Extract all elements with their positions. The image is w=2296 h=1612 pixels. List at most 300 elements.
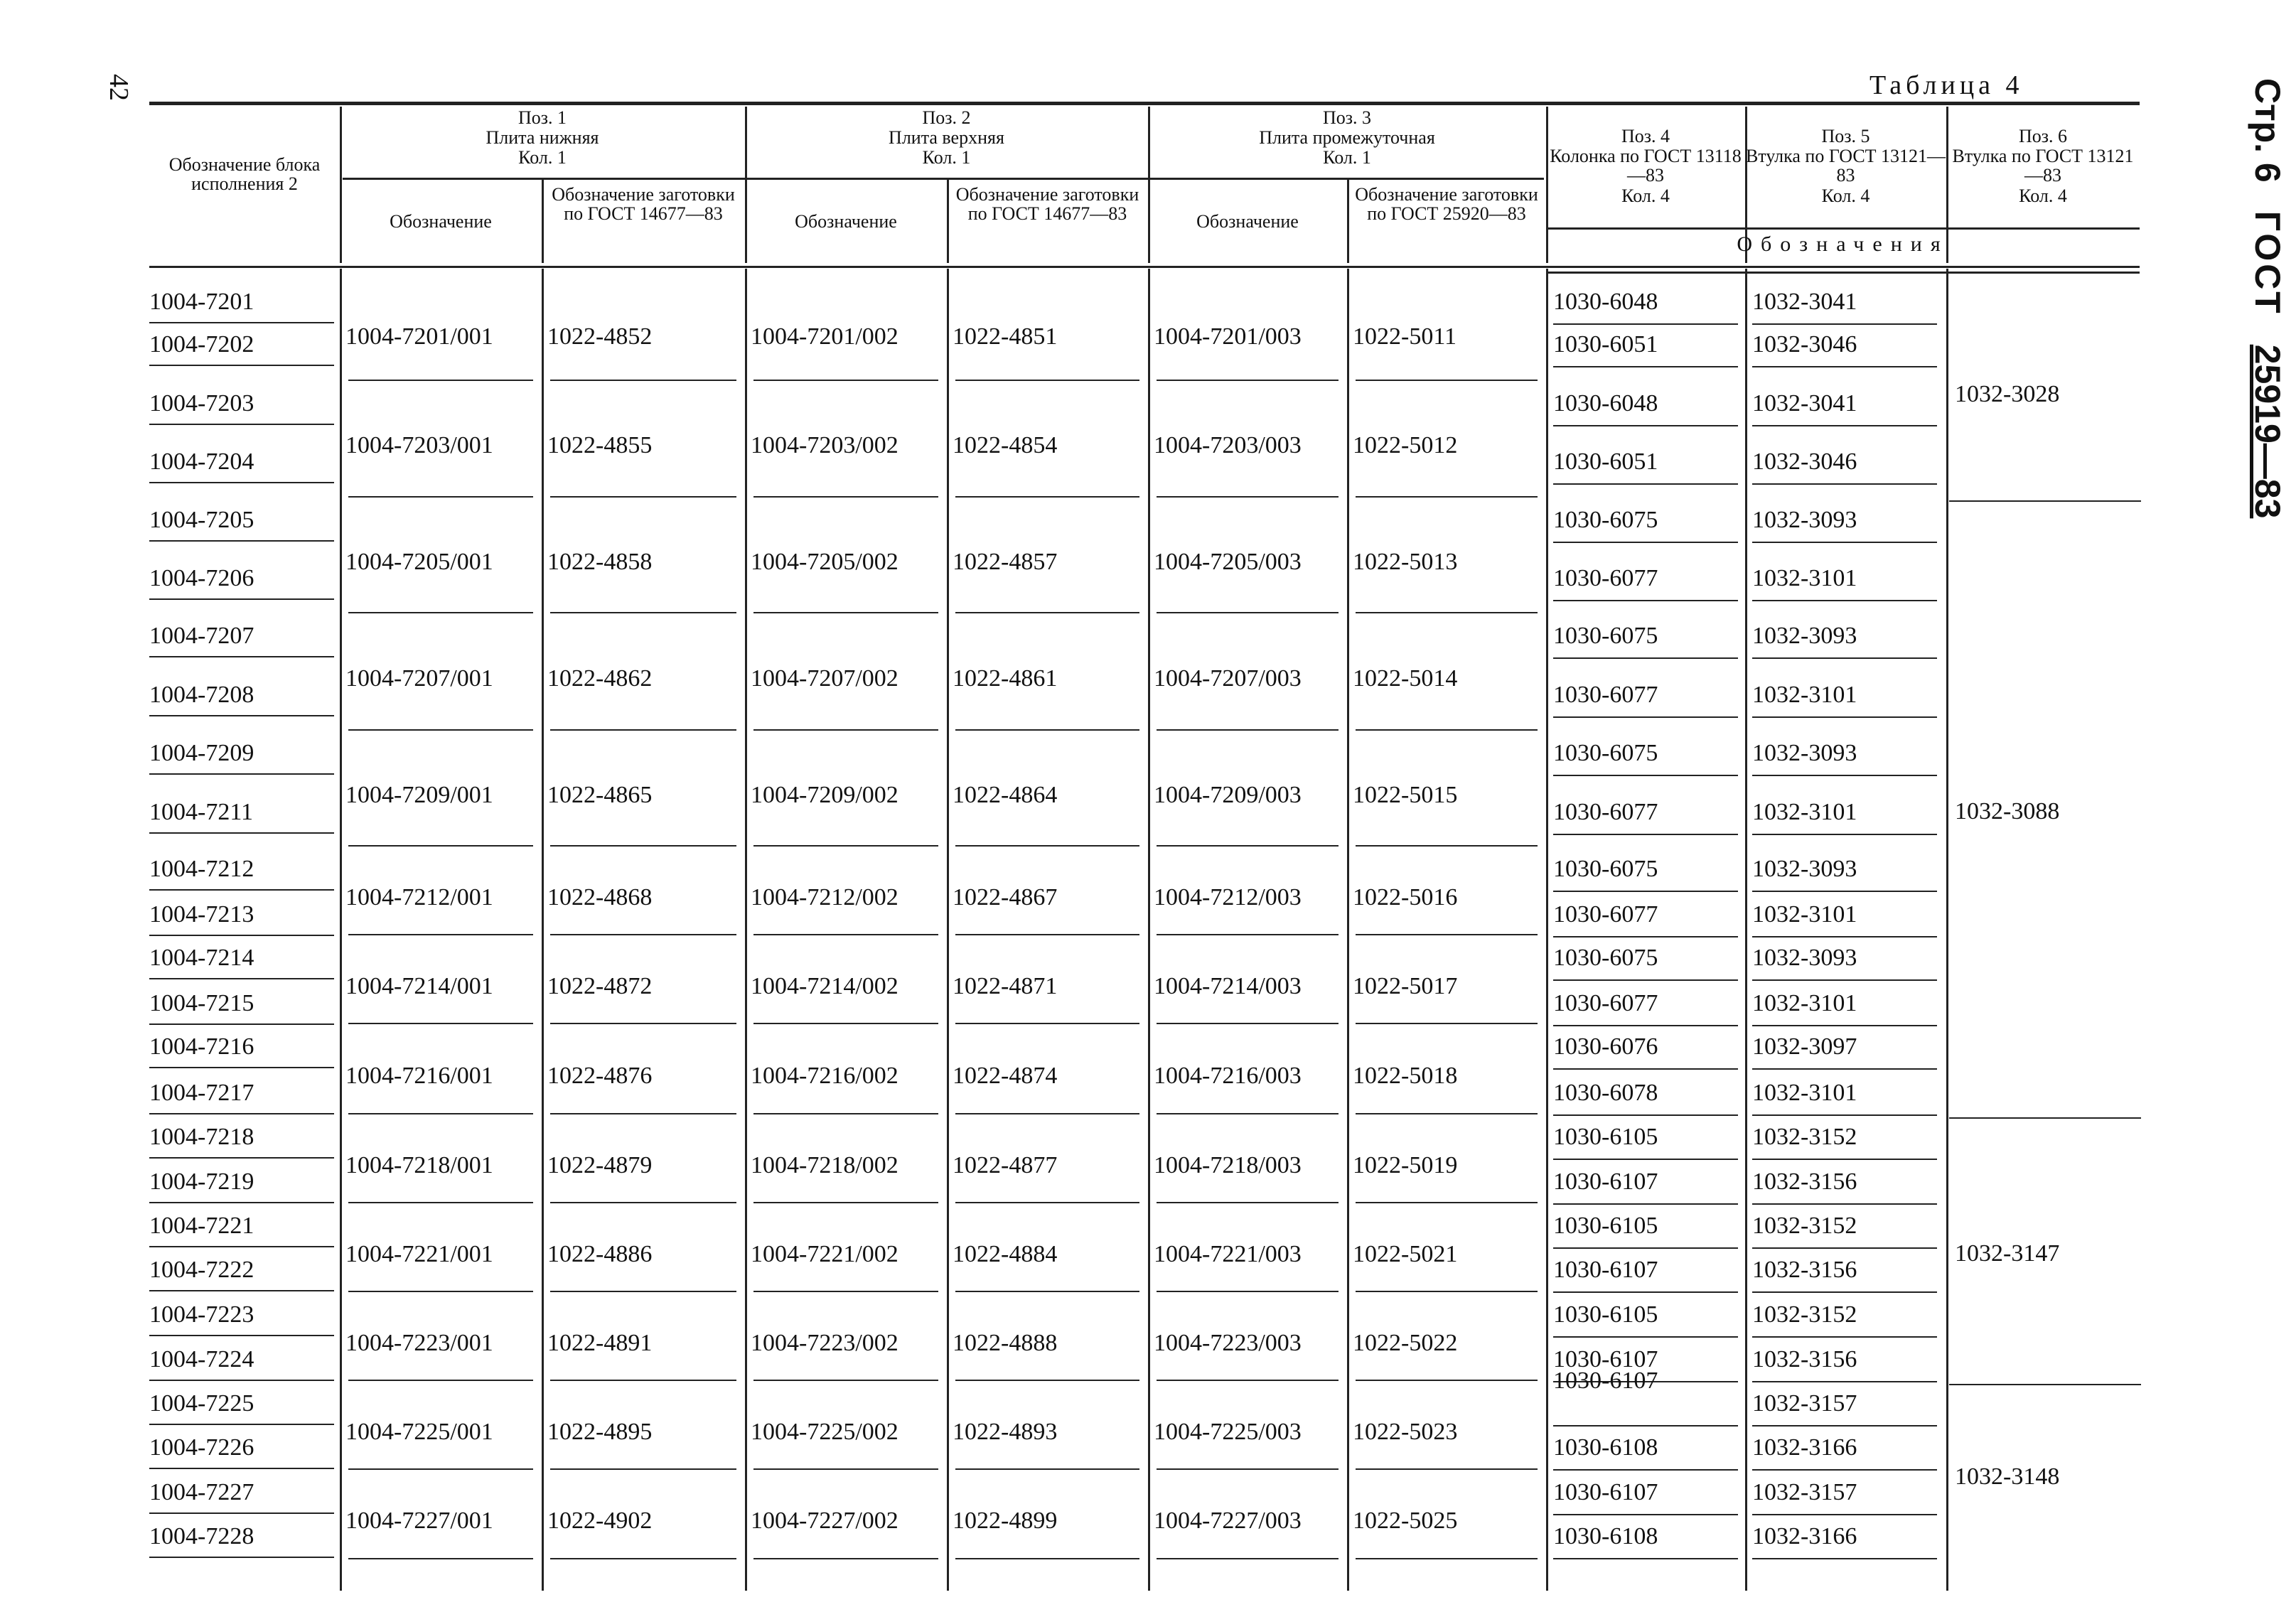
group-rule xyxy=(348,1468,533,1470)
pos-cell-p1b: 1022-4886 xyxy=(547,1240,653,1267)
group-rule xyxy=(1356,934,1538,935)
pos5-code: 1032-3101 xyxy=(1752,1080,1857,1106)
pos-cell-p1: 1004-7214/001 xyxy=(345,972,493,999)
block-rule xyxy=(149,1424,334,1425)
pos5-code: 1032-3041 xyxy=(1752,289,1857,315)
pos-cell-p1: 1004-7223/001 xyxy=(345,1329,493,1356)
block-code: 1004-7211 xyxy=(149,799,254,825)
pos-cell-p3b: 1022-5011 xyxy=(1353,323,1457,350)
block-rule xyxy=(149,1468,334,1469)
group-rule xyxy=(550,729,736,731)
pos-cell-p2b: 1022-4854 xyxy=(953,432,1058,458)
group-rule xyxy=(753,1558,938,1559)
pos5-rule xyxy=(1752,1291,1937,1293)
block-code: 1004-7225 xyxy=(149,1390,254,1417)
pos6-rule xyxy=(1949,1384,2141,1385)
pos-cell-p2: 1004-7223/002 xyxy=(751,1329,898,1356)
pos4-rule xyxy=(1553,891,1738,892)
block-rule xyxy=(149,1113,334,1114)
group-rule xyxy=(550,1113,736,1114)
pos5-code: 1032-3166 xyxy=(1752,1434,1857,1461)
pos4-code: 1030-6075 xyxy=(1553,945,1658,971)
group-rule xyxy=(1356,1291,1538,1292)
pos4-rule xyxy=(1553,1425,1738,1426)
block-rule xyxy=(149,1557,334,1558)
pos4-code: 1030-6077 xyxy=(1553,682,1658,708)
pos4-code: 1030-6075 xyxy=(1553,507,1658,533)
header-pos6-name: Втулка по ГОСТ 13121—83 xyxy=(1952,146,2134,186)
group-rule xyxy=(550,845,736,847)
pos5-rule xyxy=(1752,1159,1937,1160)
pos-cell-p3: 1004-7216/003 xyxy=(1154,1062,1302,1089)
group-rule xyxy=(1157,380,1339,381)
pos5-code: 1032-3157 xyxy=(1752,1479,1857,1505)
pos4-code: 1030-6105 xyxy=(1553,1213,1658,1239)
pos4-code: 1030-6105 xyxy=(1553,1301,1658,1328)
pos5-code: 1032-3156 xyxy=(1752,1168,1857,1195)
body-vline xyxy=(1546,269,1548,1591)
pos4-rule xyxy=(1553,542,1738,543)
group-rule xyxy=(550,934,736,935)
header-bottom-rule xyxy=(149,266,2140,268)
pos5-code: 1032-3093 xyxy=(1752,945,1857,971)
pos-cell-p2: 1004-7209/002 xyxy=(751,781,898,808)
pos5-rule xyxy=(1752,542,1937,543)
group-rule xyxy=(1356,1113,1538,1114)
pos5-rule xyxy=(1752,657,1937,659)
pos-cell-p1b: 1022-4855 xyxy=(547,432,653,458)
pos4-rule xyxy=(1553,1159,1738,1160)
pos5-code: 1032-3157 xyxy=(1752,1390,1857,1417)
pos5-code: 1032-3166 xyxy=(1752,1523,1857,1549)
pos4-code: 1030-6048 xyxy=(1553,390,1658,417)
block-code: 1004-7214 xyxy=(149,945,254,971)
pos-cell-p3b: 1022-5014 xyxy=(1353,665,1458,692)
side-title xyxy=(2239,78,2296,519)
group-rule xyxy=(753,496,938,498)
group-rule xyxy=(955,1558,1139,1559)
block-rule xyxy=(149,1246,334,1247)
block-code: 1004-7227 xyxy=(149,1479,254,1505)
pos-cell-p1b: 1022-4852 xyxy=(547,323,653,350)
group-rule xyxy=(1157,1468,1339,1470)
header-pos1-sub1: Обозначение xyxy=(390,211,492,232)
group-rule xyxy=(348,1558,533,1559)
pos6-rule xyxy=(1949,1117,2141,1119)
pos-cell-p2: 1004-7214/002 xyxy=(751,972,898,999)
header-pos2-sub2: Обозначение заготовки по ГОСТ 14677—83 xyxy=(955,184,1139,224)
block-rule xyxy=(149,365,334,366)
block-rule xyxy=(149,540,334,542)
header-pos5-qty: Кол. 4 xyxy=(1821,186,1870,206)
pos5-code: 1032-3156 xyxy=(1752,1346,1857,1372)
pos5-code: 1032-3046 xyxy=(1752,448,1857,475)
pos5-code: 1032-3093 xyxy=(1752,856,1857,882)
group-rule xyxy=(1157,1380,1339,1381)
group-rule xyxy=(348,1023,533,1024)
pos-cell-p2b: 1022-4888 xyxy=(953,1329,1058,1356)
pos-cell-p1: 1004-7201/001 xyxy=(345,323,493,350)
pos5-rule xyxy=(1752,1203,1937,1205)
pos-cell-p2: 1004-7205/002 xyxy=(751,548,898,575)
body-vline xyxy=(542,269,544,1591)
group-rule xyxy=(753,1202,938,1203)
group-rule xyxy=(348,729,533,731)
pos-cell-p1: 1004-7221/001 xyxy=(345,1240,493,1267)
block-code: 1004-7207 xyxy=(149,623,254,649)
pos-cell-p2b: 1022-4857 xyxy=(953,548,1058,575)
body-vline xyxy=(947,269,949,1591)
pos6-code: 1032-3028 xyxy=(1955,380,2060,407)
pos-cell-p3b: 1022-5015 xyxy=(1353,781,1458,808)
pos5-rule xyxy=(1752,1469,1937,1471)
header-pos3-title: Поз. 3 xyxy=(1322,107,1372,128)
pos5-rule xyxy=(1752,323,1937,325)
pos-cell-p3: 1004-7227/003 xyxy=(1154,1508,1302,1534)
pos4-code-merged: 1030-6107 xyxy=(1553,1367,1658,1394)
pos-cell-p2: 1004-7203/002 xyxy=(751,432,898,458)
pos-cell-p2: 1004-7216/002 xyxy=(751,1062,898,1089)
block-code: 1004-7209 xyxy=(149,740,254,766)
pos-cell-p1b: 1022-4865 xyxy=(547,781,653,808)
pos4-rule xyxy=(1553,1114,1738,1116)
header-pos2-title: Поз. 2 xyxy=(922,107,971,128)
block-rule xyxy=(149,935,334,936)
block-code: 1004-7219 xyxy=(149,1168,254,1195)
pos-cell-p1b: 1022-4891 xyxy=(547,1329,653,1356)
block-rule xyxy=(149,832,334,834)
pos4-rule xyxy=(1553,979,1738,981)
side-title-number: 25919—83 xyxy=(2248,344,2287,519)
pos-cell-p3b: 1022-5016 xyxy=(1353,883,1458,910)
pos5-code: 1032-3093 xyxy=(1752,623,1857,649)
group-rule xyxy=(1157,1202,1339,1203)
pos4-code: 1030-6107 xyxy=(1553,1346,1658,1372)
pos5-rule xyxy=(1752,891,1937,892)
header-pos1-sub2: Обозначение заготовки по ГОСТ 14677—83 xyxy=(552,184,735,224)
body-vline xyxy=(1745,269,1747,1591)
pos-cell-p3: 1004-7201/003 xyxy=(1154,323,1302,350)
pos4-rule xyxy=(1553,1247,1738,1249)
pos-cell-p1b: 1022-4862 xyxy=(547,665,653,692)
pos-cell-p1b: 1022-4895 xyxy=(547,1418,653,1445)
block-code: 1004-7221 xyxy=(149,1213,254,1239)
group-rule xyxy=(955,1023,1139,1024)
table-caption: Таблица 4 xyxy=(1869,70,2024,100)
pos-cell-p3: 1004-7209/003 xyxy=(1154,781,1302,808)
pos-cell-p1: 1004-7205/001 xyxy=(345,548,493,575)
pos-cell-p1b: 1022-4868 xyxy=(547,883,653,910)
pos-cell-p1: 1004-7216/001 xyxy=(345,1062,493,1089)
pos4-code: 1030-6077 xyxy=(1553,565,1658,591)
block-rule xyxy=(149,978,334,979)
body-vline xyxy=(1946,269,1948,1591)
pos-cell-p1: 1004-7212/001 xyxy=(345,883,493,910)
pos5-rule xyxy=(1752,1247,1937,1249)
pos5-code: 1032-3152 xyxy=(1752,1213,1857,1239)
group-rule xyxy=(955,496,1139,498)
pos4-code: 1030-6075 xyxy=(1553,856,1658,882)
header-pos3-sub1: Обозначение xyxy=(1196,211,1299,232)
block-rule xyxy=(149,1512,334,1514)
pos-cell-p3: 1004-7212/003 xyxy=(1154,883,1302,910)
header-block: Обозначение блока исполнения 2 xyxy=(168,154,321,194)
pos4-code: 1030-6078 xyxy=(1553,1080,1658,1106)
block-code: 1004-7215 xyxy=(149,990,254,1016)
group-rule xyxy=(1157,729,1339,731)
pos-cell-p2b: 1022-4867 xyxy=(953,883,1058,910)
pos4-rule xyxy=(1553,1068,1738,1070)
pos-cell-p2: 1004-7201/002 xyxy=(751,323,898,350)
pos5-rule xyxy=(1752,716,1937,718)
pos-cell-p3b: 1022-5022 xyxy=(1353,1329,1458,1356)
block-code: 1004-7216 xyxy=(149,1033,254,1060)
group-rule xyxy=(550,612,736,613)
block-code: 1004-7206 xyxy=(149,565,254,591)
header-pos6-qty: Кол. 4 xyxy=(2019,186,2067,206)
block-code: 1004-7223 xyxy=(149,1301,254,1328)
group-rule xyxy=(348,1291,533,1292)
header-pos5-name: Втулка по ГОСТ 13121—83 xyxy=(1745,146,1946,186)
pos5-rule xyxy=(1752,425,1937,426)
pos5-rule xyxy=(1752,1114,1937,1116)
body-vline xyxy=(340,269,342,1591)
pos4-code: 1030-6107 xyxy=(1553,1257,1658,1283)
pos4-rule xyxy=(1553,366,1738,367)
pos-cell-p1b: 1022-4879 xyxy=(547,1151,653,1178)
group-rule xyxy=(955,729,1139,731)
group-rule xyxy=(1356,1558,1538,1559)
pos4-rule xyxy=(1553,323,1738,325)
block-code: 1004-7222 xyxy=(149,1257,254,1283)
block-rule xyxy=(149,1067,334,1068)
group-rule xyxy=(1157,1023,1339,1024)
group-rule xyxy=(955,845,1139,847)
pos5-rule xyxy=(1752,1558,1937,1559)
pos-cell-p1b: 1022-4872 xyxy=(547,972,653,999)
group-rule xyxy=(753,380,938,381)
pos4-rule xyxy=(1553,834,1738,835)
block-rule xyxy=(149,482,334,483)
block-code: 1004-7224 xyxy=(149,1346,254,1372)
group-rule xyxy=(550,1291,736,1292)
pos4-rule xyxy=(1553,425,1738,426)
pos5-rule xyxy=(1752,366,1937,367)
pos-cell-p3b: 1022-5018 xyxy=(1353,1062,1458,1089)
pos5-code: 1032-3152 xyxy=(1752,1124,1857,1150)
block-rule xyxy=(149,889,334,891)
pos5-code: 1032-3101 xyxy=(1752,990,1857,1016)
pos-cell-p3: 1004-7221/003 xyxy=(1154,1240,1302,1267)
group-rule xyxy=(550,1202,736,1203)
group-rule xyxy=(348,380,533,381)
pos4-code: 1030-6108 xyxy=(1553,1523,1658,1549)
header-pos6-title: Поз. 6 xyxy=(2018,126,2068,146)
pos5-rule xyxy=(1752,1025,1937,1026)
block-rule xyxy=(149,715,334,716)
header-pos2-sub1: Обозначение xyxy=(795,211,897,232)
pos-cell-p3b: 1022-5017 xyxy=(1353,972,1458,999)
pos-cell-p2: 1004-7207/002 xyxy=(751,665,898,692)
pos5-code: 1032-3046 xyxy=(1752,331,1857,358)
header-pos1-qty: Кол. 1 xyxy=(518,147,567,168)
pos6-rule xyxy=(1949,500,2141,502)
pos5-rule xyxy=(1752,936,1937,937)
pos5-code: 1032-3097 xyxy=(1752,1033,1857,1060)
pos4-rule xyxy=(1553,483,1738,485)
pos5-rule xyxy=(1752,1336,1937,1338)
body-vline xyxy=(1347,269,1349,1591)
pos4-rule xyxy=(1553,936,1738,937)
block-code: 1004-7212 xyxy=(149,856,254,882)
group-rule xyxy=(550,1558,736,1559)
block-rule xyxy=(149,424,334,425)
block-code: 1004-7208 xyxy=(149,682,254,708)
group-rule xyxy=(1356,380,1538,381)
pos4-code: 1030-6048 xyxy=(1553,289,1658,315)
pos-cell-p2b: 1022-4851 xyxy=(953,323,1058,350)
group-rule xyxy=(1356,1023,1538,1024)
group-rule xyxy=(1356,845,1538,847)
block-rule xyxy=(149,1157,334,1159)
header-pos4-title: Поз. 4 xyxy=(1621,126,1670,146)
pos4-rule xyxy=(1553,657,1738,659)
pos-cell-p2b: 1022-4874 xyxy=(953,1062,1058,1089)
group-rule xyxy=(348,934,533,935)
pos-cell-p1: 1004-7207/001 xyxy=(345,665,493,692)
block-rule xyxy=(149,773,334,775)
pos-cell-p1: 1004-7227/001 xyxy=(345,1508,493,1534)
pos-cell-p2b: 1022-4893 xyxy=(953,1418,1058,1445)
header-pos5-title: Поз. 5 xyxy=(1821,126,1870,146)
group-rule xyxy=(1157,496,1339,498)
block-code: 1004-7201 xyxy=(149,289,254,315)
header-pos1-name: Плита нижняя xyxy=(486,127,599,148)
group-rule xyxy=(1356,729,1538,731)
header-pos3-name: Плита промежуточная xyxy=(1259,127,1435,148)
side-title-page: Стр. 6 xyxy=(2248,78,2287,183)
group-rule xyxy=(753,1113,938,1114)
block-rule xyxy=(149,1335,334,1336)
pos-cell-p2: 1004-7221/002 xyxy=(751,1240,898,1267)
group-rule xyxy=(550,496,736,498)
block-code: 1004-7217 xyxy=(149,1080,254,1106)
pos5-rule xyxy=(1752,775,1937,776)
pos-cell-p3: 1004-7205/003 xyxy=(1154,548,1302,575)
group-rule xyxy=(753,1380,938,1381)
block-code: 1004-7204 xyxy=(149,448,254,475)
pos4-rule xyxy=(1553,1558,1738,1559)
pos4-code: 1030-6051 xyxy=(1553,331,1658,358)
pos4-code: 1030-6077 xyxy=(1553,901,1658,928)
pos-cell-p1: 1004-7203/001 xyxy=(345,432,493,458)
pos4-code: 1030-6077 xyxy=(1553,799,1658,825)
pos6-code: 1032-3148 xyxy=(1955,1463,2060,1490)
block-code: 1004-7202 xyxy=(149,331,254,358)
group-rule xyxy=(753,612,938,613)
block-rule xyxy=(149,1023,334,1025)
pos-cell-p2: 1004-7218/002 xyxy=(751,1151,898,1178)
pos5-code: 1032-3101 xyxy=(1752,682,1857,708)
group-rule xyxy=(1157,612,1339,613)
pos4-rule xyxy=(1553,1291,1738,1293)
page-number: 42 xyxy=(104,74,134,101)
pos-cell-p3: 1004-7218/003 xyxy=(1154,1151,1302,1178)
group-rule xyxy=(753,1023,938,1024)
pos-cell-p1: 1004-7225/001 xyxy=(345,1418,493,1445)
pos-cell-p3b: 1022-5019 xyxy=(1353,1151,1458,1178)
pos-cell-p2b: 1022-4871 xyxy=(953,972,1058,999)
subheader-rule xyxy=(343,178,1544,180)
header-pos2-qty: Кол. 1 xyxy=(922,147,971,168)
block-rule xyxy=(149,656,334,657)
header-pos4-qty: Кол. 4 xyxy=(1621,186,1670,206)
group-rule xyxy=(1356,1468,1538,1470)
pos4-code: 1030-6107 xyxy=(1553,1168,1658,1195)
block-code: 1004-7228 xyxy=(149,1523,254,1549)
header-pos3-qty: Кол. 1 xyxy=(1323,147,1371,168)
pos-cell-p2b: 1022-4864 xyxy=(953,781,1058,808)
pos4-rule xyxy=(1553,1469,1738,1471)
pos4-code: 1030-6076 xyxy=(1553,1033,1658,1060)
group-rule xyxy=(1157,1291,1339,1292)
group-rule xyxy=(1157,1558,1339,1559)
pos4-rule xyxy=(1553,1025,1738,1026)
table-top-rule xyxy=(149,102,2140,105)
pos5-rule xyxy=(1752,1514,1937,1515)
pos-cell-p2b: 1022-4899 xyxy=(953,1508,1058,1534)
pos4-rule xyxy=(1553,716,1738,718)
pos4-code: 1030-6051 xyxy=(1553,448,1658,475)
group-rule xyxy=(348,496,533,498)
pos5-rule xyxy=(1752,1068,1937,1070)
group-rule xyxy=(753,1468,938,1470)
block-code: 1004-7218 xyxy=(149,1124,254,1150)
block-code: 1004-7205 xyxy=(149,507,254,533)
block-code: 1004-7226 xyxy=(149,1434,254,1461)
group-rule xyxy=(1157,934,1339,935)
pos-cell-p2b: 1022-4877 xyxy=(953,1151,1058,1178)
pos4-rule xyxy=(1553,1203,1738,1205)
side-title-standard: ГОСТ xyxy=(2248,210,2287,316)
pos-cell-p3b: 1022-5025 xyxy=(1353,1508,1458,1534)
pos4-rule xyxy=(1553,1514,1738,1515)
group-rule xyxy=(1157,1113,1339,1114)
pos-cell-p3: 1004-7207/003 xyxy=(1154,665,1302,692)
group-rule xyxy=(348,1380,533,1381)
group-rule xyxy=(1157,845,1339,847)
group-rule xyxy=(550,1023,736,1024)
group-rule xyxy=(955,1291,1139,1292)
pos5-rule xyxy=(1752,1381,1937,1382)
pos4-rule xyxy=(1553,775,1738,776)
pos-cell-p3: 1004-7203/003 xyxy=(1154,432,1302,458)
group-rule xyxy=(955,1380,1139,1381)
pos4-code: 1030-6108 xyxy=(1553,1434,1658,1461)
group-rule xyxy=(955,1113,1139,1114)
pos5-code: 1032-3152 xyxy=(1752,1301,1857,1328)
pos-cell-p2b: 1022-4884 xyxy=(953,1240,1058,1267)
block-rule xyxy=(149,1290,334,1291)
group-rule xyxy=(955,380,1139,381)
pos-cell-p3b: 1022-5012 xyxy=(1353,432,1458,458)
header-pos3-sub2: Обозначение заготовки по ГОСТ 25920—83 xyxy=(1355,184,1538,224)
body-vline xyxy=(1148,269,1150,1591)
pos-cell-p2: 1004-7225/002 xyxy=(751,1418,898,1445)
group-rule xyxy=(753,1291,938,1292)
group-rule xyxy=(955,1468,1139,1470)
block-code: 1004-7203 xyxy=(149,390,254,417)
